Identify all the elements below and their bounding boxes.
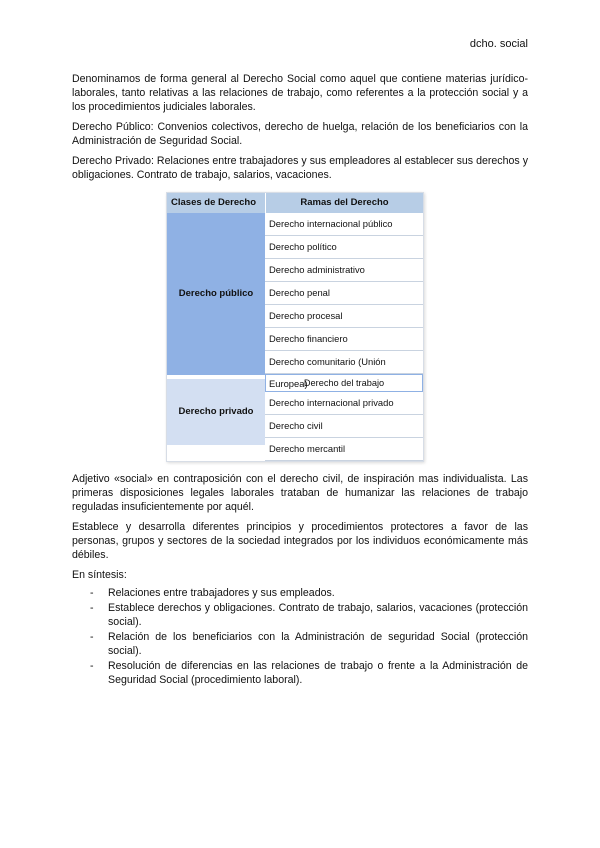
list-item: - Relación de los beneficiarios con la Administración de seguridad Social (protección social). — [90, 630, 528, 658]
header-branches: Ramas del Derecho — [300, 197, 389, 208]
class-private: Derecho privado — [167, 375, 265, 445]
intro-paragraph-1: Denominamos de forma general al Derecho Social como aquel que contiene materias jurídico-laborales, tanto relativas a las relaciones de trabajo, como referentes a la protección social y a los procedimientos judiciales laborales. — [72, 73, 528, 113]
branch-column — [265, 213, 423, 461]
page-header: dcho. social — [469, 38, 528, 50]
list-item: - Resolución de diferencias en las relaciones de trabajo o frente a la Administración de Seguridad Social (procedimiento laboral). — [90, 659, 528, 687]
class-column — [167, 213, 265, 461]
table-header-row — [167, 193, 423, 213]
intro-paragraph-2: Derecho Público: Convenios colectivos, derecho de huelga, relación de los beneficiarios con la Administración de Seguridad Social. — [72, 121, 528, 147]
list-item: - Relaciones entre trabajadores y sus empleados. — [90, 586, 528, 600]
branch-private-3: Derecho mercantil — [265, 438, 423, 461]
law-classification-table — [166, 192, 424, 462]
body-paragraph-2: Establece y desarrolla diferentes principios y procedimientos protectores a favor de las personas, grupos y sectores de la sociedad integrados por los individuos económicamente más débiles. — [72, 521, 528, 561]
header-classes: Clases de Derecho — [167, 193, 266, 213]
summary-title: En síntesis: — [72, 569, 127, 581]
branch-public-1: Derecho internacional público — [265, 213, 423, 236]
document-body — [72, 72, 528, 688]
list-item: - Establece derechos y obligaciones. Contrato de trabajo, salarios, vacaciones (protección social). — [90, 601, 528, 629]
branch-public-7: Derecho comunitario (Unión Europea) — [265, 351, 423, 374]
body-paragraph-1: Adjetivo «social» en contraposición con el derecho civil, de inspiración mas individualista. Las primeras disposiciones legales laborales trataban de humanizar las relaciones de trabajo reguladas insuficientemente por aquél. — [72, 473, 528, 513]
summary-list — [72, 586, 528, 687]
branch-shared: Derecho del trabajo — [265, 374, 423, 392]
branch-private-2: Derecho civil — [265, 415, 423, 438]
table-body — [167, 213, 423, 461]
branch-public-4: Derecho penal — [265, 282, 423, 305]
branch-public-3: Derecho administrativo — [265, 259, 423, 282]
branch-public-5: Derecho procesal — [265, 305, 423, 328]
class-public: Derecho público — [167, 213, 265, 375]
branch-public-6: Derecho financiero — [265, 328, 423, 351]
intro-paragraph-3: Derecho Privado: Relaciones entre trabajadores y sus empleadores al establecer sus derechos y obligaciones. Contrato de trabajo, salarios, vacaciones. — [72, 155, 528, 181]
branch-public-2: Derecho político — [265, 236, 423, 259]
branch-private-1: Derecho internacional privado — [265, 392, 423, 415]
